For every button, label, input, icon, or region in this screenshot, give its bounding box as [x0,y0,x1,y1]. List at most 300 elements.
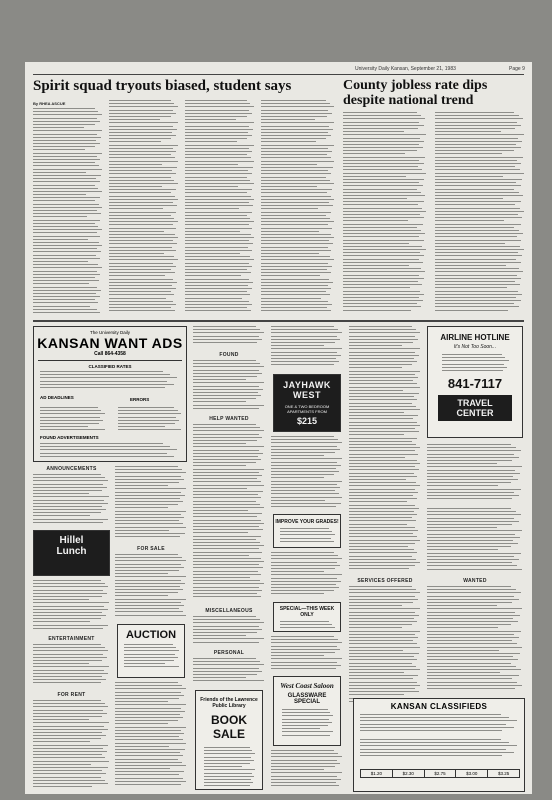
text-line [40,417,100,418]
text-line [109,122,178,123]
text-line [343,297,419,298]
text-line [33,757,105,758]
library-book-sale-ad [195,690,263,790]
text-line [193,437,262,438]
text-line [349,565,415,566]
text-line [193,475,262,476]
text-line [109,310,175,311]
text-line [33,761,109,762]
text-line [124,644,173,645]
text-line [261,212,331,213]
text-line [40,387,165,388]
text-line [33,780,105,781]
text-line [193,456,258,457]
text-line [349,390,403,391]
text-line [349,556,412,557]
text-line [109,221,178,222]
text-line [115,557,182,558]
text-line [349,469,419,470]
text-line [109,129,177,130]
text-line [115,523,183,524]
jayhawk-west-ad [273,374,341,432]
text-line [349,666,416,667]
text-line [109,192,171,193]
text-line [271,782,336,783]
text-line [109,279,173,280]
text-line [193,434,259,435]
text-line [349,669,420,670]
text-line [33,493,89,494]
text-line [33,261,88,262]
text-line [343,230,421,231]
text-line [33,522,103,523]
text-line [115,739,183,740]
text-line [33,786,92,787]
text-line [40,453,167,454]
text-line [33,159,100,160]
text-line [435,284,520,285]
text-line [343,125,424,126]
text-line [349,492,418,493]
text-line [343,122,419,123]
text-line [261,129,333,130]
text-line [427,454,514,455]
text-line [185,135,252,136]
article-column-4 [261,100,335,316]
text-line [261,240,329,241]
text-line [33,204,99,205]
text-line [349,586,412,587]
text-line [185,272,251,273]
text-line [109,199,178,200]
want-ads-kicker: The University Daily [89,330,130,335]
text-line [261,199,334,200]
text-line [435,112,514,113]
text-line [109,113,176,114]
text-line [204,760,254,761]
text-line [435,287,507,288]
west-coast-saloon-title: West Coast Saloon [280,682,334,690]
text-line [185,243,253,244]
text-line [261,221,334,222]
text-line [109,116,171,117]
text-line [349,663,412,664]
text-line [427,592,521,593]
text-line [360,742,509,743]
text-line [261,301,328,302]
text-line [193,373,262,374]
text-line [271,772,342,773]
text-line [33,500,104,501]
text-line [124,647,176,648]
text-line [115,611,183,612]
text-line [40,377,177,378]
text-line [343,160,419,161]
text-line [435,169,520,170]
text-line [193,360,256,361]
text-line [271,652,335,653]
text-line [261,116,327,117]
text-line [349,643,417,644]
text-line [109,253,164,254]
column-4-mid-text [271,436,343,510]
text-line [343,201,424,202]
text-line [33,618,101,619]
text-line [193,329,260,330]
text-line [435,208,520,209]
text-line [115,743,186,744]
for-sale-text [115,554,187,620]
text-line [261,141,316,142]
text-line [282,722,332,723]
text-line [343,233,425,234]
text-line [349,530,418,531]
text-line [185,228,252,229]
text-line [40,413,105,414]
text-line [33,143,100,144]
text-line [427,688,515,689]
text-line [115,554,178,555]
text-line [435,291,518,292]
text-line [115,774,179,775]
want-ads-rule [38,360,182,361]
text-line [427,663,511,664]
text-line [118,426,165,427]
text-line [271,339,340,340]
text-line [261,192,327,193]
text-line [109,294,174,295]
text-line [349,482,416,483]
services-offered-heading: SERVICES OFFERED [357,578,413,584]
text-line [349,589,416,590]
text-line [33,515,90,516]
classified-rates-label: CLASSIFIED RATES [88,364,132,369]
wanted-heading: WANTED [463,578,487,584]
text-line [40,410,101,411]
text-line [33,239,88,240]
text-line [349,495,413,496]
text-line [193,583,264,584]
text-line [271,776,337,777]
text-line [282,728,320,729]
text-line [115,589,183,590]
text-line [109,224,173,225]
text-line [33,682,101,683]
text-line [33,706,108,707]
text-line [349,415,418,416]
text-line [435,125,521,126]
text-line [271,361,339,362]
text-line [115,714,180,715]
text-line [33,593,107,594]
text-line [261,294,330,295]
text-line [349,380,413,381]
hillel-lunch-ad [33,530,110,576]
article-column-3 [185,100,255,316]
text-line [349,444,416,445]
text-line [33,729,108,730]
price-cell: $3.00 [456,770,488,778]
text-line [349,367,402,368]
text-line [427,678,512,679]
text-line [193,545,264,546]
text-line [343,281,418,282]
text-line [115,615,186,616]
text-line [185,224,249,225]
text-line [343,236,419,237]
text-line [193,677,246,678]
text-line [33,519,108,520]
text-line [435,310,508,311]
text-line [435,268,519,269]
text-line [280,631,331,632]
text-line [33,660,102,661]
text-line [271,779,341,780]
text-line [427,543,518,544]
found-text [193,360,265,412]
text-line [193,668,259,669]
miscellaneous-heading: MISCELLANEOUS [205,608,253,614]
want-ads-box [33,326,187,462]
text-line [282,719,329,720]
text-line [343,268,421,269]
text-line [343,112,417,113]
text-line [343,278,424,279]
text-line [435,192,519,193]
text-line [118,423,175,424]
text-line [33,210,97,211]
text-line [33,654,103,655]
text-line [115,746,169,747]
text-line [271,565,340,566]
text-line [435,173,524,174]
text-line [349,596,415,597]
text-line [435,255,522,256]
text-line [435,134,524,135]
text-line [271,578,337,579]
text-line [349,355,419,356]
text-line [427,599,519,600]
text-line [193,405,264,406]
text-line [109,180,174,181]
text-line [343,217,424,218]
text-line [271,487,340,488]
text-line [435,306,519,307]
improve-grades-title: IMPROVE YOUR GRADES! [275,519,339,525]
text-line [442,370,503,371]
text-line [427,470,515,471]
text-line [435,138,518,139]
paper-name: University Daily Kansan, September 21, 1983 [355,66,456,72]
text-line [349,422,417,423]
byline: By RHEA ASCUE [33,101,66,106]
text-line [109,269,171,270]
text-line [271,642,342,643]
text-line [204,776,254,777]
text-line [33,306,90,307]
text-line [33,628,103,629]
text-line [193,392,258,393]
text-line [349,637,418,638]
text-line [33,255,96,256]
text-line [282,712,330,713]
text-line [349,691,419,692]
text-line [33,773,106,774]
text-line [185,298,242,299]
text-line [435,294,522,295]
text-line [427,518,514,519]
text-line [193,542,260,543]
text-line [193,520,261,521]
text-line [33,258,100,259]
text-line [271,568,335,569]
text-line [185,256,250,257]
text-line [193,504,260,505]
book-sale-details [204,747,256,790]
text-line [261,304,332,305]
text-line [435,204,515,205]
text-line [427,447,516,448]
text-line [280,528,329,529]
text-line [33,197,100,198]
text-line [261,263,328,264]
text-line [343,224,423,225]
text-line [193,336,259,337]
text-line [349,403,412,404]
text-line [349,540,420,541]
airline-phone: 841-7117 [447,376,503,391]
text-line [427,553,521,554]
text-line [343,208,422,209]
text-line [261,132,328,133]
for-sale-text-2 [115,682,187,790]
text-line [271,481,342,482]
text-line [33,679,106,680]
text-line [33,111,98,112]
text-line [427,624,511,625]
text-line [185,218,250,219]
text-line [33,745,108,746]
text-line [33,245,102,246]
improve-grades-details [280,528,336,546]
text-line [33,118,97,119]
text-line [435,189,514,190]
text-line [185,183,254,184]
airline-hotline-title: AIRLINE HOTLINE [440,333,510,342]
form-instructions [360,714,520,734]
text-line [33,162,95,163]
text-line [109,228,176,229]
text-line [40,420,103,421]
text-line [261,110,328,111]
text-line [343,275,419,276]
text-line [109,186,162,187]
text-line [349,501,407,502]
text-line [185,199,254,200]
text-line [343,214,420,215]
text-line [33,127,84,128]
text-line [193,424,256,425]
text-line [427,479,518,480]
text-line [343,169,422,170]
text-line [115,479,184,480]
text-line [435,249,524,250]
text-line [33,722,109,723]
text-line [271,458,342,459]
text-line [261,231,319,232]
text-line [109,266,176,267]
text-line [435,278,521,279]
help-wanted-text [193,424,265,602]
text-line [33,312,100,313]
text-line [109,161,178,162]
text-line [193,462,256,463]
text-line [115,573,168,574]
text-line [204,773,252,774]
text-line [343,134,426,135]
text-line [33,657,107,658]
text-line [343,220,408,221]
text-line [115,717,183,718]
text-line [185,138,247,139]
text-line [271,493,339,494]
text-line [349,387,420,388]
text-line [115,472,186,473]
text-line [185,250,252,251]
special-week-ad [273,602,341,632]
text-line [349,688,415,689]
text-line [33,149,85,150]
text-line [427,682,517,683]
want-ads-title: KANSAN WANT ADS [37,335,183,351]
text-line [33,181,100,182]
text-line [109,291,171,292]
text-line [193,674,257,675]
text-line [349,656,414,657]
text-line [427,460,512,461]
text-line [435,150,514,151]
text-line [115,608,179,609]
text-line [271,326,334,327]
text-line [115,469,182,470]
text-line [115,701,168,702]
text-line [261,148,328,149]
text-line [193,382,264,383]
text-line [271,345,324,346]
text-line [109,173,176,174]
text-line [33,220,100,221]
text-line [343,147,423,148]
text-line [427,618,513,619]
entertainment-heading: ENTERTAINMENT [48,636,95,642]
text-line [33,647,105,648]
text-line [33,194,86,195]
text-line [349,489,415,490]
text-line [33,580,101,581]
text-line [427,656,513,657]
text-line [349,361,417,362]
text-line [360,739,501,740]
text-line [193,478,257,479]
text-line [193,440,257,441]
text-line [349,517,412,518]
text-line [343,249,426,250]
text-line [185,307,247,308]
text-line [427,653,520,654]
text-line [109,126,173,127]
article-column-1 [33,108,103,316]
text-line [349,425,420,426]
